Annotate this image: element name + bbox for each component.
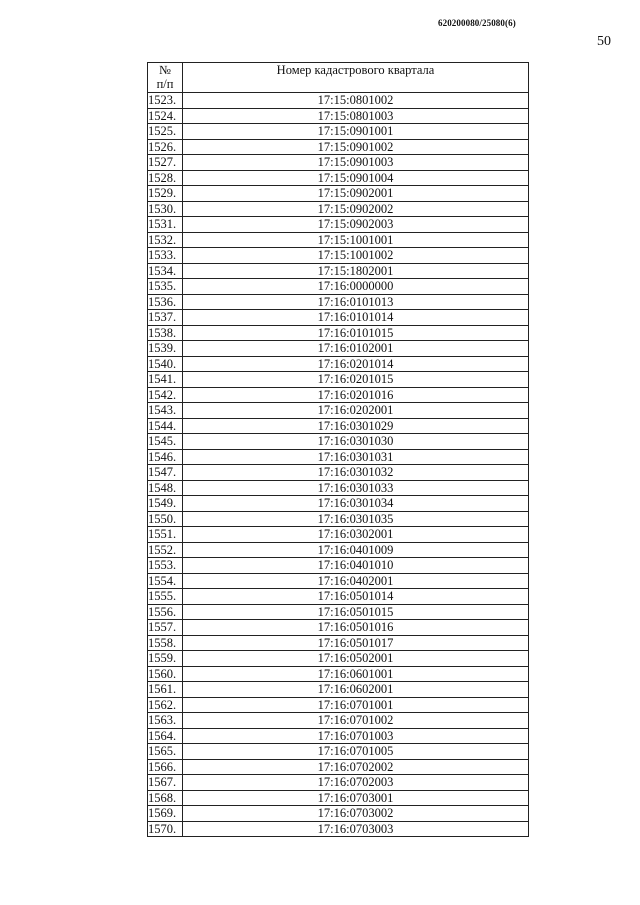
cadastral-number-cell: 17:16:0501016 <box>183 620 529 636</box>
cadastral-number-cell: 17:16:0501014 <box>183 589 529 605</box>
row-number-cell: 1551. <box>148 527 183 543</box>
table-row <box>148 558 529 574</box>
row-number-cell: 1566. <box>148 759 183 775</box>
row-number-cell: 1558. <box>148 635 183 651</box>
row-number-cell: 1536. <box>148 294 183 310</box>
row-number-cell: 1546. <box>148 449 183 465</box>
column-header-number-symbol: № <box>159 63 171 77</box>
table-header <box>148 63 529 93</box>
cadastral-number-cell: 17:16:0301032 <box>183 465 529 481</box>
table-row <box>148 341 529 357</box>
table-row <box>148 496 529 512</box>
row-number-cell: 1553. <box>148 558 183 574</box>
row-number-cell: 1564. <box>148 728 183 744</box>
row-number-cell: 1542. <box>148 387 183 403</box>
table-row <box>148 759 529 775</box>
row-number-cell: 1523. <box>148 93 183 109</box>
row-number-cell: 1526. <box>148 139 183 155</box>
cadastral-number-cell: 17:15:1001002 <box>183 248 529 264</box>
row-number-cell: 1570. <box>148 821 183 837</box>
table-row <box>148 248 529 264</box>
cadastral-number-cell: 17:16:0301029 <box>183 418 529 434</box>
row-number-cell: 1559. <box>148 651 183 667</box>
cadastral-number-cell: 17:15:0902003 <box>183 217 529 233</box>
table-row <box>148 728 529 744</box>
table-row <box>148 217 529 233</box>
table-row <box>148 775 529 791</box>
row-number-cell: 1528. <box>148 170 183 186</box>
table-row <box>148 620 529 636</box>
document-id: 620200080/25080(6) <box>438 18 516 28</box>
cadastral-number-cell: 17:16:0501017 <box>183 635 529 651</box>
table-row <box>148 713 529 729</box>
table-row <box>148 527 529 543</box>
cadastral-quarters-table <box>147 62 529 837</box>
cadastral-number-cell: 17:15:1001001 <box>183 232 529 248</box>
table-row <box>148 124 529 140</box>
cadastral-number-cell: 17:16:0302001 <box>183 527 529 543</box>
row-number-cell: 1543. <box>148 403 183 419</box>
table-row <box>148 325 529 341</box>
cadastral-number-cell: 17:15:0901003 <box>183 155 529 171</box>
row-number-cell: 1524. <box>148 108 183 124</box>
table-row <box>148 356 529 372</box>
cadastral-number-cell: 17:15:0801002 <box>183 93 529 109</box>
cadastral-number-cell: 17:16:0201014 <box>183 356 529 372</box>
cadastral-number-cell: 17:16:0101015 <box>183 325 529 341</box>
table-row <box>148 651 529 667</box>
row-number-cell: 1555. <box>148 589 183 605</box>
table-row <box>148 434 529 450</box>
table-row <box>148 542 529 558</box>
row-number-cell: 1568. <box>148 790 183 806</box>
cadastral-number-cell: 17:16:0201016 <box>183 387 529 403</box>
table-row <box>148 511 529 527</box>
cadastral-number-cell: 17:16:0401010 <box>183 558 529 574</box>
cadastral-number-cell: 17:16:0101014 <box>183 310 529 326</box>
cadastral-number-cell: 17:16:0102001 <box>183 341 529 357</box>
table-row <box>148 387 529 403</box>
row-number-cell: 1548. <box>148 480 183 496</box>
cadastral-number-cell: 17:16:0602001 <box>183 682 529 698</box>
row-number-cell: 1532. <box>148 232 183 248</box>
cadastral-number-cell: 17:16:0301033 <box>183 480 529 496</box>
page-number: 50 <box>597 34 611 49</box>
cadastral-number-cell: 17:16:0703003 <box>183 821 529 837</box>
table-row <box>148 294 529 310</box>
cadastral-number-cell: 17:16:0502001 <box>183 651 529 667</box>
cadastral-number-cell: 17:15:0901001 <box>183 124 529 140</box>
row-number-cell: 1560. <box>148 666 183 682</box>
row-number-cell: 1538. <box>148 325 183 341</box>
table-row <box>148 372 529 388</box>
cadastral-number-cell: 17:16:0703002 <box>183 806 529 822</box>
table-row <box>148 697 529 713</box>
column-header-number-abbrev: п/п <box>156 77 174 91</box>
table-row <box>148 403 529 419</box>
row-number-cell: 1556. <box>148 604 183 620</box>
table-row <box>148 790 529 806</box>
cadastral-number-cell: 17:16:0301031 <box>183 449 529 465</box>
table-row <box>148 806 529 822</box>
cadastral-number-cell: 17:16:0301035 <box>183 511 529 527</box>
cadastral-number-cell: 17:16:0601001 <box>183 666 529 682</box>
table-body <box>148 93 529 837</box>
cadastral-number-cell: 17:15:0801003 <box>183 108 529 124</box>
row-number-cell: 1537. <box>148 310 183 326</box>
column-header-number <box>148 63 183 93</box>
table-row <box>148 93 529 109</box>
row-number-cell: 1534. <box>148 263 183 279</box>
row-number-cell: 1529. <box>148 186 183 202</box>
row-number-cell: 1541. <box>148 372 183 388</box>
cadastral-number-cell: 17:16:0401009 <box>183 542 529 558</box>
table-row <box>148 155 529 171</box>
cadastral-number-cell: 17:15:0902001 <box>183 186 529 202</box>
row-number-cell: 1569. <box>148 806 183 822</box>
row-number-cell: 1562. <box>148 697 183 713</box>
table-row <box>148 573 529 589</box>
row-number-cell: 1552. <box>148 542 183 558</box>
row-number-cell: 1561. <box>148 682 183 698</box>
cadastral-number-cell: 17:16:0702002 <box>183 759 529 775</box>
cadastral-number-cell: 17:16:0702003 <box>183 775 529 791</box>
row-number-cell: 1545. <box>148 434 183 450</box>
cadastral-number-cell: 17:16:0701002 <box>183 713 529 729</box>
table-row <box>148 589 529 605</box>
cadastral-number-cell: 17:16:0703001 <box>183 790 529 806</box>
cadastral-number-cell: 17:15:1802001 <box>183 263 529 279</box>
table-row <box>148 108 529 124</box>
table-row <box>148 170 529 186</box>
row-number-cell: 1531. <box>148 217 183 233</box>
header-row <box>148 63 529 93</box>
cadastral-number-cell: 17:16:0000000 <box>183 279 529 295</box>
row-number-cell: 1535. <box>148 279 183 295</box>
table-row <box>148 666 529 682</box>
cadastral-number-cell: 17:16:0701001 <box>183 697 529 713</box>
table-row <box>148 279 529 295</box>
cadastral-number-cell: 17:16:0201015 <box>183 372 529 388</box>
cadastral-number-cell: 17:16:0402001 <box>183 573 529 589</box>
row-number-cell: 1525. <box>148 124 183 140</box>
table-row <box>148 418 529 434</box>
row-number-cell: 1557. <box>148 620 183 636</box>
cadastral-number-cell: 17:16:0701003 <box>183 728 529 744</box>
row-number-cell: 1554. <box>148 573 183 589</box>
cadastral-number-cell: 17:15:0902002 <box>183 201 529 217</box>
table-row <box>148 310 529 326</box>
cadastral-number-cell: 17:16:0701005 <box>183 744 529 760</box>
row-number-cell: 1563. <box>148 713 183 729</box>
row-number-cell: 1533. <box>148 248 183 264</box>
cadastral-number-cell: 17:16:0202001 <box>183 403 529 419</box>
table-row <box>148 635 529 651</box>
table-row <box>148 186 529 202</box>
table-row <box>148 480 529 496</box>
table-row <box>148 682 529 698</box>
row-number-cell: 1539. <box>148 341 183 357</box>
column-header-cadastral-number: Номер кадастрового квартала <box>183 63 529 93</box>
cadastral-number-cell: 17:16:0501015 <box>183 604 529 620</box>
cadastral-number-cell: 17:16:0101013 <box>183 294 529 310</box>
table-row <box>148 263 529 279</box>
table-row <box>148 232 529 248</box>
cadastral-number-cell: 17:16:0301034 <box>183 496 529 512</box>
table-row <box>148 744 529 760</box>
table-row <box>148 604 529 620</box>
cadastral-number-cell: 17:15:0901002 <box>183 139 529 155</box>
row-number-cell: 1527. <box>148 155 183 171</box>
table-row <box>148 201 529 217</box>
cadastral-number-cell: 17:16:0301030 <box>183 434 529 450</box>
row-number-cell: 1544. <box>148 418 183 434</box>
row-number-cell: 1549. <box>148 496 183 512</box>
cadastral-number-cell: 17:15:0901004 <box>183 170 529 186</box>
row-number-cell: 1547. <box>148 465 183 481</box>
row-number-cell: 1567. <box>148 775 183 791</box>
table-row <box>148 821 529 837</box>
table-row <box>148 449 529 465</box>
row-number-cell: 1540. <box>148 356 183 372</box>
row-number-cell: 1550. <box>148 511 183 527</box>
row-number-cell: 1530. <box>148 201 183 217</box>
row-number-cell: 1565. <box>148 744 183 760</box>
table-row <box>148 139 529 155</box>
table-row <box>148 465 529 481</box>
